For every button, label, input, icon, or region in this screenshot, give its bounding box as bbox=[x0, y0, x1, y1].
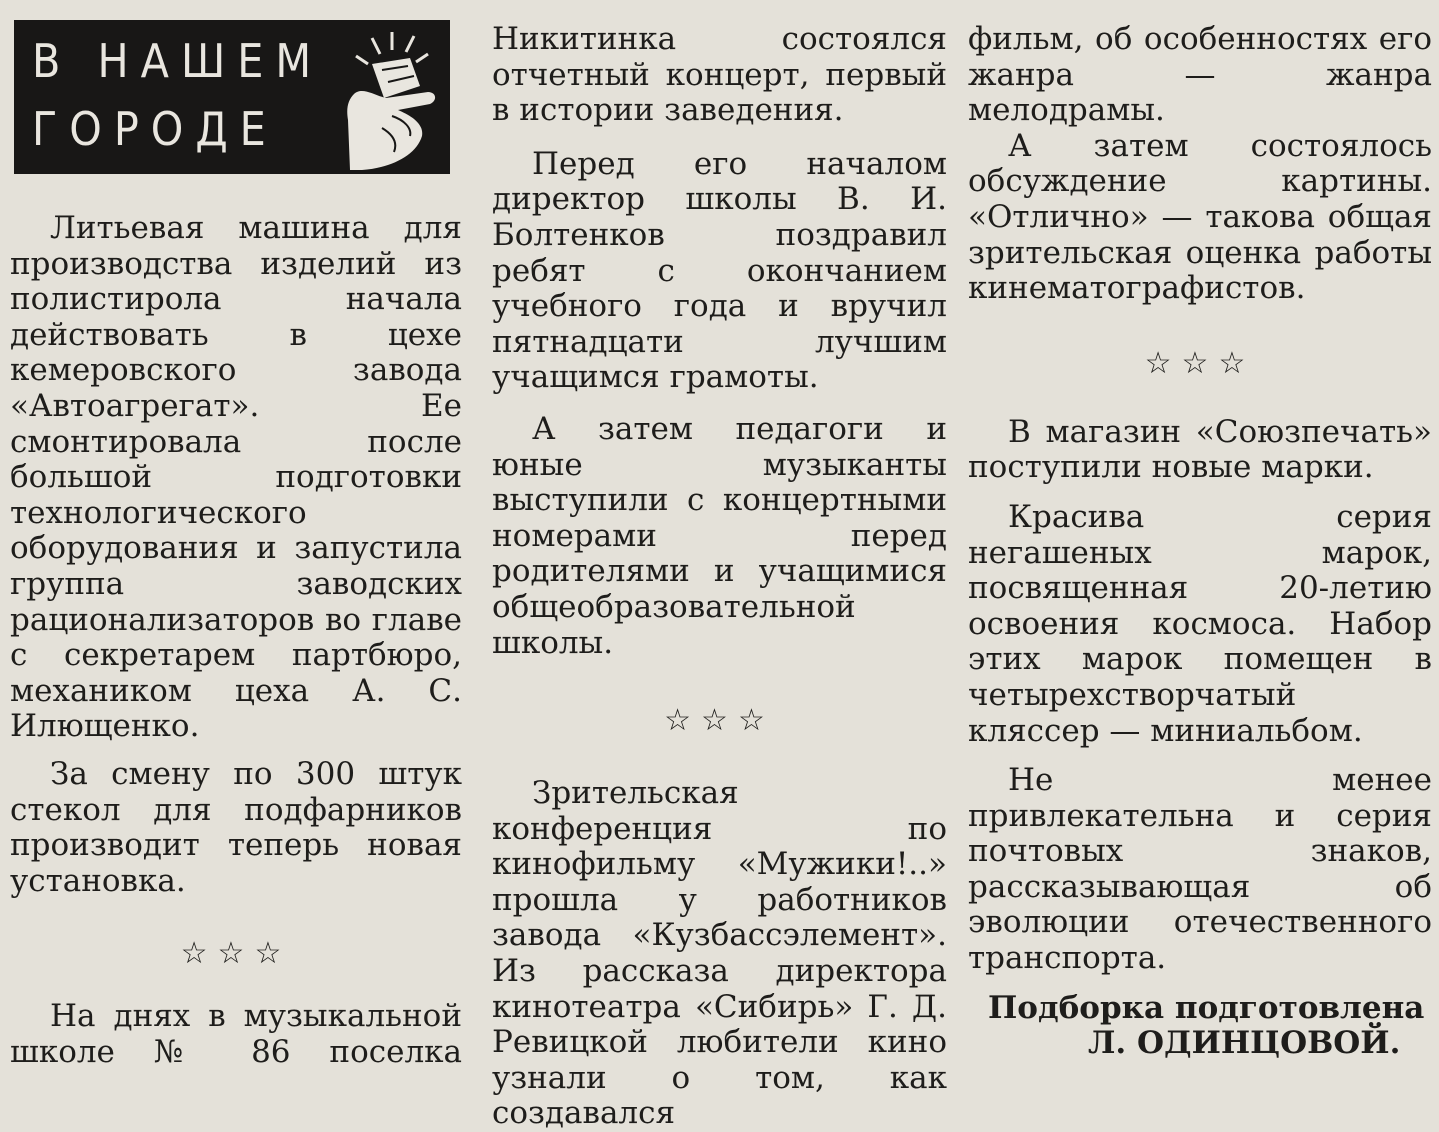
byline-prefix: Подборка подготовлена bbox=[988, 989, 1425, 1026]
paragraph: За смену по 300 штук стекол для подфарников производит теперь новая установка. bbox=[10, 755, 462, 899]
column-3 bbox=[968, 0, 1432, 1062]
paragraph: Красива серия негашеных марок, посвященная 20-летию освоения космоса. Набор этих марок помещен в четырехстворчатый кляссер — миниальбом. bbox=[968, 498, 1432, 749]
column-2 bbox=[492, 0, 947, 1132]
column-1 bbox=[10, 0, 462, 1070]
paragraph: Никитинка состоялся отчетный концерт, первый в истории заведения. bbox=[492, 21, 947, 129]
paragraph: Литьевая машина для производства изделий из полистирола начала действовать в цехе кемеровского завода «Автоагрегат». Ее смонтировала после большой подготовки технологического оборудования и запустила группа заводских рационализаторов во главе с секретарем партбюро, механиком цеха А. С. Илющенко. bbox=[10, 210, 462, 745]
paragraph: А затем педагоги и юные музыканты выступили с концертными номерами перед родителями и учащимися общеобразовательной школы. bbox=[492, 410, 947, 661]
masthead-line-1: В НАШЕМ bbox=[32, 34, 324, 88]
paragraph: фильм, об особенностях его жанра — жанра мелодрамы. bbox=[968, 21, 1432, 129]
paragraph: Перед его началом директор школы В. И. Болтенков поздравил ребят с окончанием учебного года и вручил пятнадцати лучшим учащимся грамоты. bbox=[492, 145, 947, 396]
paragraph: В магазин «Союзпечать» поступили новые марки. bbox=[968, 413, 1432, 486]
paragraph: А затем состоялось обсуждение картины. «Отлично» — такова общая зрительская оценка работы кинематографистов. bbox=[968, 127, 1432, 307]
section-divider-stars: ☆☆☆ bbox=[180, 936, 292, 972]
section-divider-stars: ☆☆☆ bbox=[664, 703, 775, 739]
section-divider-stars: ☆☆☆ bbox=[1144, 345, 1256, 381]
paragraph: На днях в музыкальной школе № 86 поселка bbox=[10, 998, 462, 1070]
masthead-line-2: ГОРОДЕ bbox=[32, 102, 278, 156]
paragraph: Зрительская конференция по кинофильму «Мужики!..» прошла у работников завода «Кузбассэлемент». Из рассказа директора кинотеатра «Сибирь» Г. Д. Ревицкой любители кино узнали о том, как создавался bbox=[492, 775, 947, 1132]
byline-author: Л. ОДИНЦОВОЙ. bbox=[1088, 1025, 1401, 1062]
paragraph: Не менее привлекательна и серия почтовых знаков, рассказывающая об эволюции отечественного транспорта. bbox=[968, 762, 1432, 977]
